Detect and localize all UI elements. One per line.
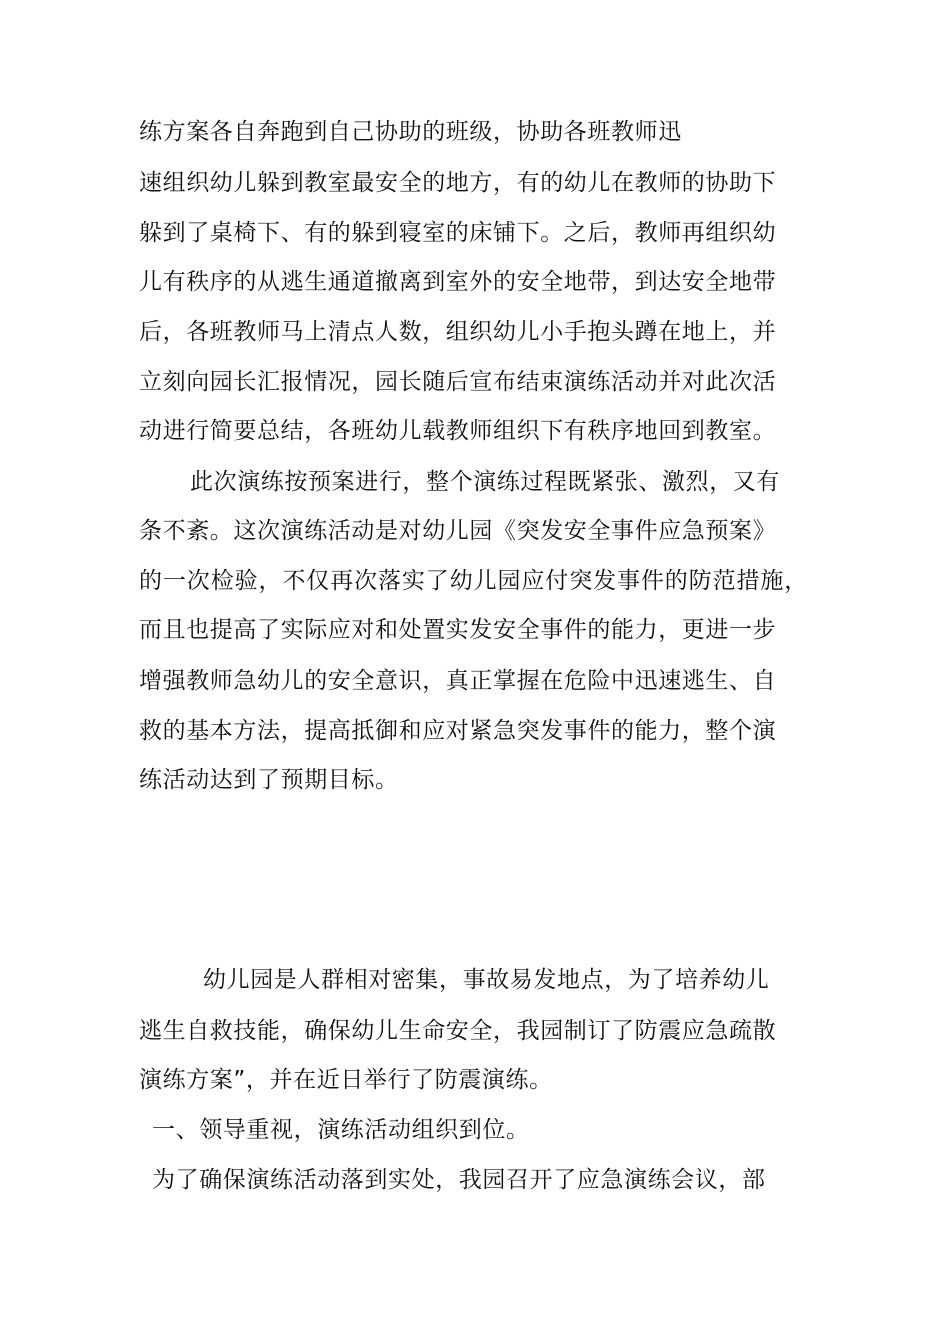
paragraph-4-line-1: 为了确保演练活动落到实处，我园召开了应急演练会议，部 [152,1167,766,1193]
paragraph-3-line-2: 逃生自救技能，确保幼儿生命安全，我园制订了防震应急疏散 [139,1018,777,1044]
paragraph-2-line-1: 此次演练按预案进行，整个演练过程既紧张、激烈，又有 [190,469,780,495]
paragraph-2-line-2: 条不紊。这次演练活动是对幼儿园《突发安全事件应急预案》 [139,518,777,544]
paragraph-1-line-5: 后，各班教师马上清点人数，组织幼儿小手抱头蹲在地上，并 [139,319,777,345]
section-heading: 一、领导重视，演练活动组织到位。 [152,1117,530,1143]
paragraph-2-line-3: 的一次检验，不仅再次落实了幼儿园应付突发事件的防范措施， [139,568,809,594]
paragraph-2-line-6: 救的基本方法，提高抵御和应对紧急突发事件的能力，整个演 [139,718,777,744]
paragraph-1-line-1: 练方案各自奔跑到自己协助的班级，协助各班教师迅 [139,119,682,145]
paragraph-1-line-2: 速组织幼儿躲到教室最安全的地方，有的幼儿在教师的协助下 [139,170,777,196]
paragraph-2-line-4: 而且也提高了实际应对和处置实发安全事件的能力，更进一步 [139,617,777,643]
paragraph-2-line-7: 练活动达到了预期目标。 [139,767,399,793]
paragraph-1-line-3: 躲到了桌椅下、有的躲到寝室的床铺下。之后，教师再组织幼 [139,220,777,246]
paragraph-1-line-6: 立刻向园长汇报情况，园长随后宣布结束演练活动并对此次活 [139,369,777,395]
paragraph-1-line-4: 儿有秩序的从逃生通道撤离到室外的安全地带，到达安全地带 [139,269,777,295]
paragraph-3-line-3: 演练方案”，并在近日举行了防震演练。 [139,1067,553,1093]
paragraph-1-line-7: 动进行简要总结，各班幼儿载教师组织下有秩序地回到教室。 [139,418,777,444]
paragraph-3-line-1: 幼儿园是人群相对密集，事故易发地点，为了培养幼儿 [203,967,770,993]
paragraph-2-line-5: 增强教师急幼儿的安全意识，真正掌握在危险中迅速逃生、自 [139,668,777,694]
